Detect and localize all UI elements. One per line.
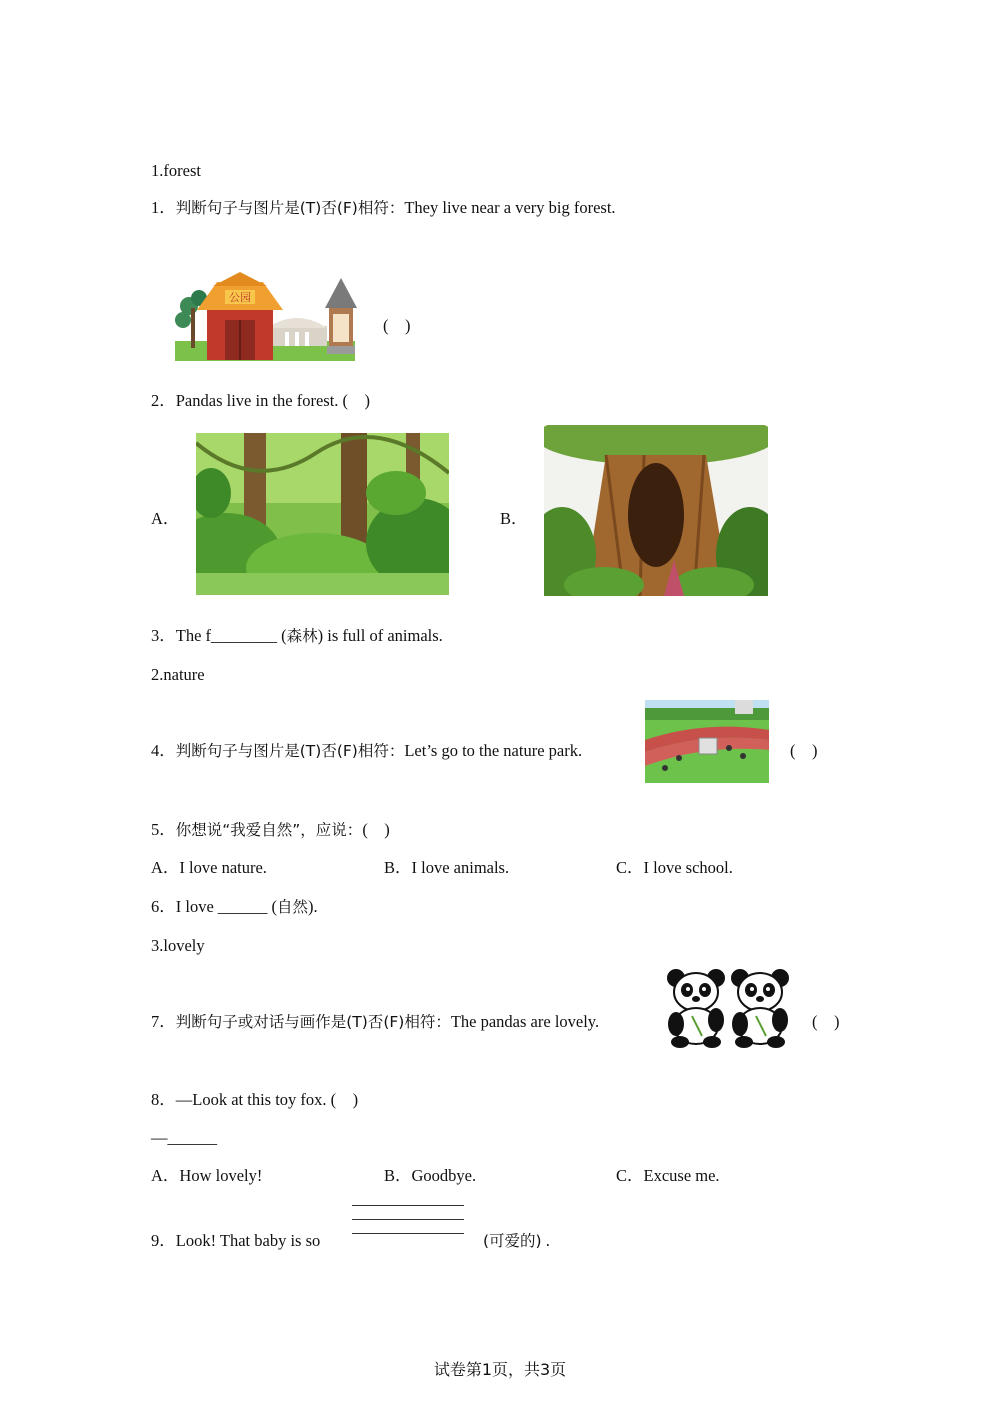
- section-title-nature: 2.nature: [151, 665, 205, 684]
- question-9-post: .: [541, 1231, 550, 1250]
- hollow-tree-image: [544, 425, 768, 596]
- answer-paren-7: ( ): [812, 1012, 840, 1031]
- q5-option-a: A．I love nature.: [151, 858, 267, 877]
- question-8-blank: —______: [151, 1128, 217, 1147]
- page-footer: 试卷第1页，共3页: [433, 1360, 567, 1379]
- question-3-pre: 3．The f________ (: [151, 626, 287, 645]
- answer-paren-1: ( ): [383, 316, 411, 335]
- panda-right: [731, 969, 789, 1048]
- q8-option-c: C．Excuse me.: [616, 1166, 720, 1185]
- question-6-pre: 6．I love ______ (: [151, 897, 278, 916]
- answer-paren-4: ( ): [790, 741, 818, 760]
- section-title-lovely: 3.lovely: [151, 936, 205, 955]
- question-sentence: Let’s go to the nature park.: [404, 741, 583, 760]
- question-3-hint: 森林: [286, 627, 318, 645]
- question-sentence: They live near a very big forest.: [404, 198, 616, 217]
- question-number: 4．: [151, 741, 176, 760]
- question-instruction: 判断句子与图片是(T)否(F)相符：: [175, 199, 405, 217]
- park-sign-text: 公园: [229, 291, 251, 304]
- question-2: 2．Pandas live in the forest. ( ): [151, 391, 371, 410]
- question-number: 7．: [151, 1012, 176, 1031]
- pandas-image: [664, 968, 794, 1048]
- question-number: 1．: [151, 198, 176, 217]
- question-5: [151, 820, 390, 840]
- question-number: 5．: [151, 820, 176, 839]
- question-instruction: 判断句子与图片是(T)否(F)相符：: [175, 742, 405, 760]
- jungle-image: [196, 433, 449, 595]
- q5-option-b: B．I love animals.: [384, 858, 510, 877]
- question-3: [151, 626, 443, 646]
- question-sentence: The pandas are lovely.: [450, 1012, 600, 1031]
- section-title-forest: 1.forest: [151, 161, 201, 180]
- park-gate-image: [167, 268, 362, 362]
- question-prompt: 你想说“我爱自然”，应说：: [175, 821, 363, 839]
- question-9-hint: [483, 1231, 550, 1251]
- question-9-cn: (可爱的): [483, 1232, 542, 1250]
- writing-lines[interactable]: [352, 1205, 464, 1251]
- sports-field-image: [645, 700, 769, 783]
- answer-paren-5: ( ): [362, 820, 390, 839]
- question-instruction: 判断句子或对话与画作是(T)否(F)相符：: [175, 1013, 451, 1031]
- question-8: 8．—Look at this toy fox. ( ): [151, 1090, 359, 1109]
- option-b-label: B．: [500, 509, 528, 528]
- q5-option-c: C．I love school.: [616, 858, 733, 877]
- panda-left: [667, 969, 725, 1048]
- question-6-post: ).: [308, 897, 318, 916]
- question-4: [151, 741, 582, 761]
- question-1: [151, 198, 616, 218]
- option-a-label: A．: [151, 509, 180, 528]
- q8-option-b: B．Goodbye.: [384, 1166, 477, 1185]
- question-3-post: ) is full of animals.: [317, 626, 443, 645]
- q8-option-a: A．How lovely!: [151, 1166, 263, 1185]
- question-6: [151, 897, 318, 917]
- question-6-hint: 自然: [277, 898, 309, 916]
- question-7: [151, 1012, 599, 1032]
- question-9-pre: 9．Look! That baby is so: [151, 1231, 321, 1250]
